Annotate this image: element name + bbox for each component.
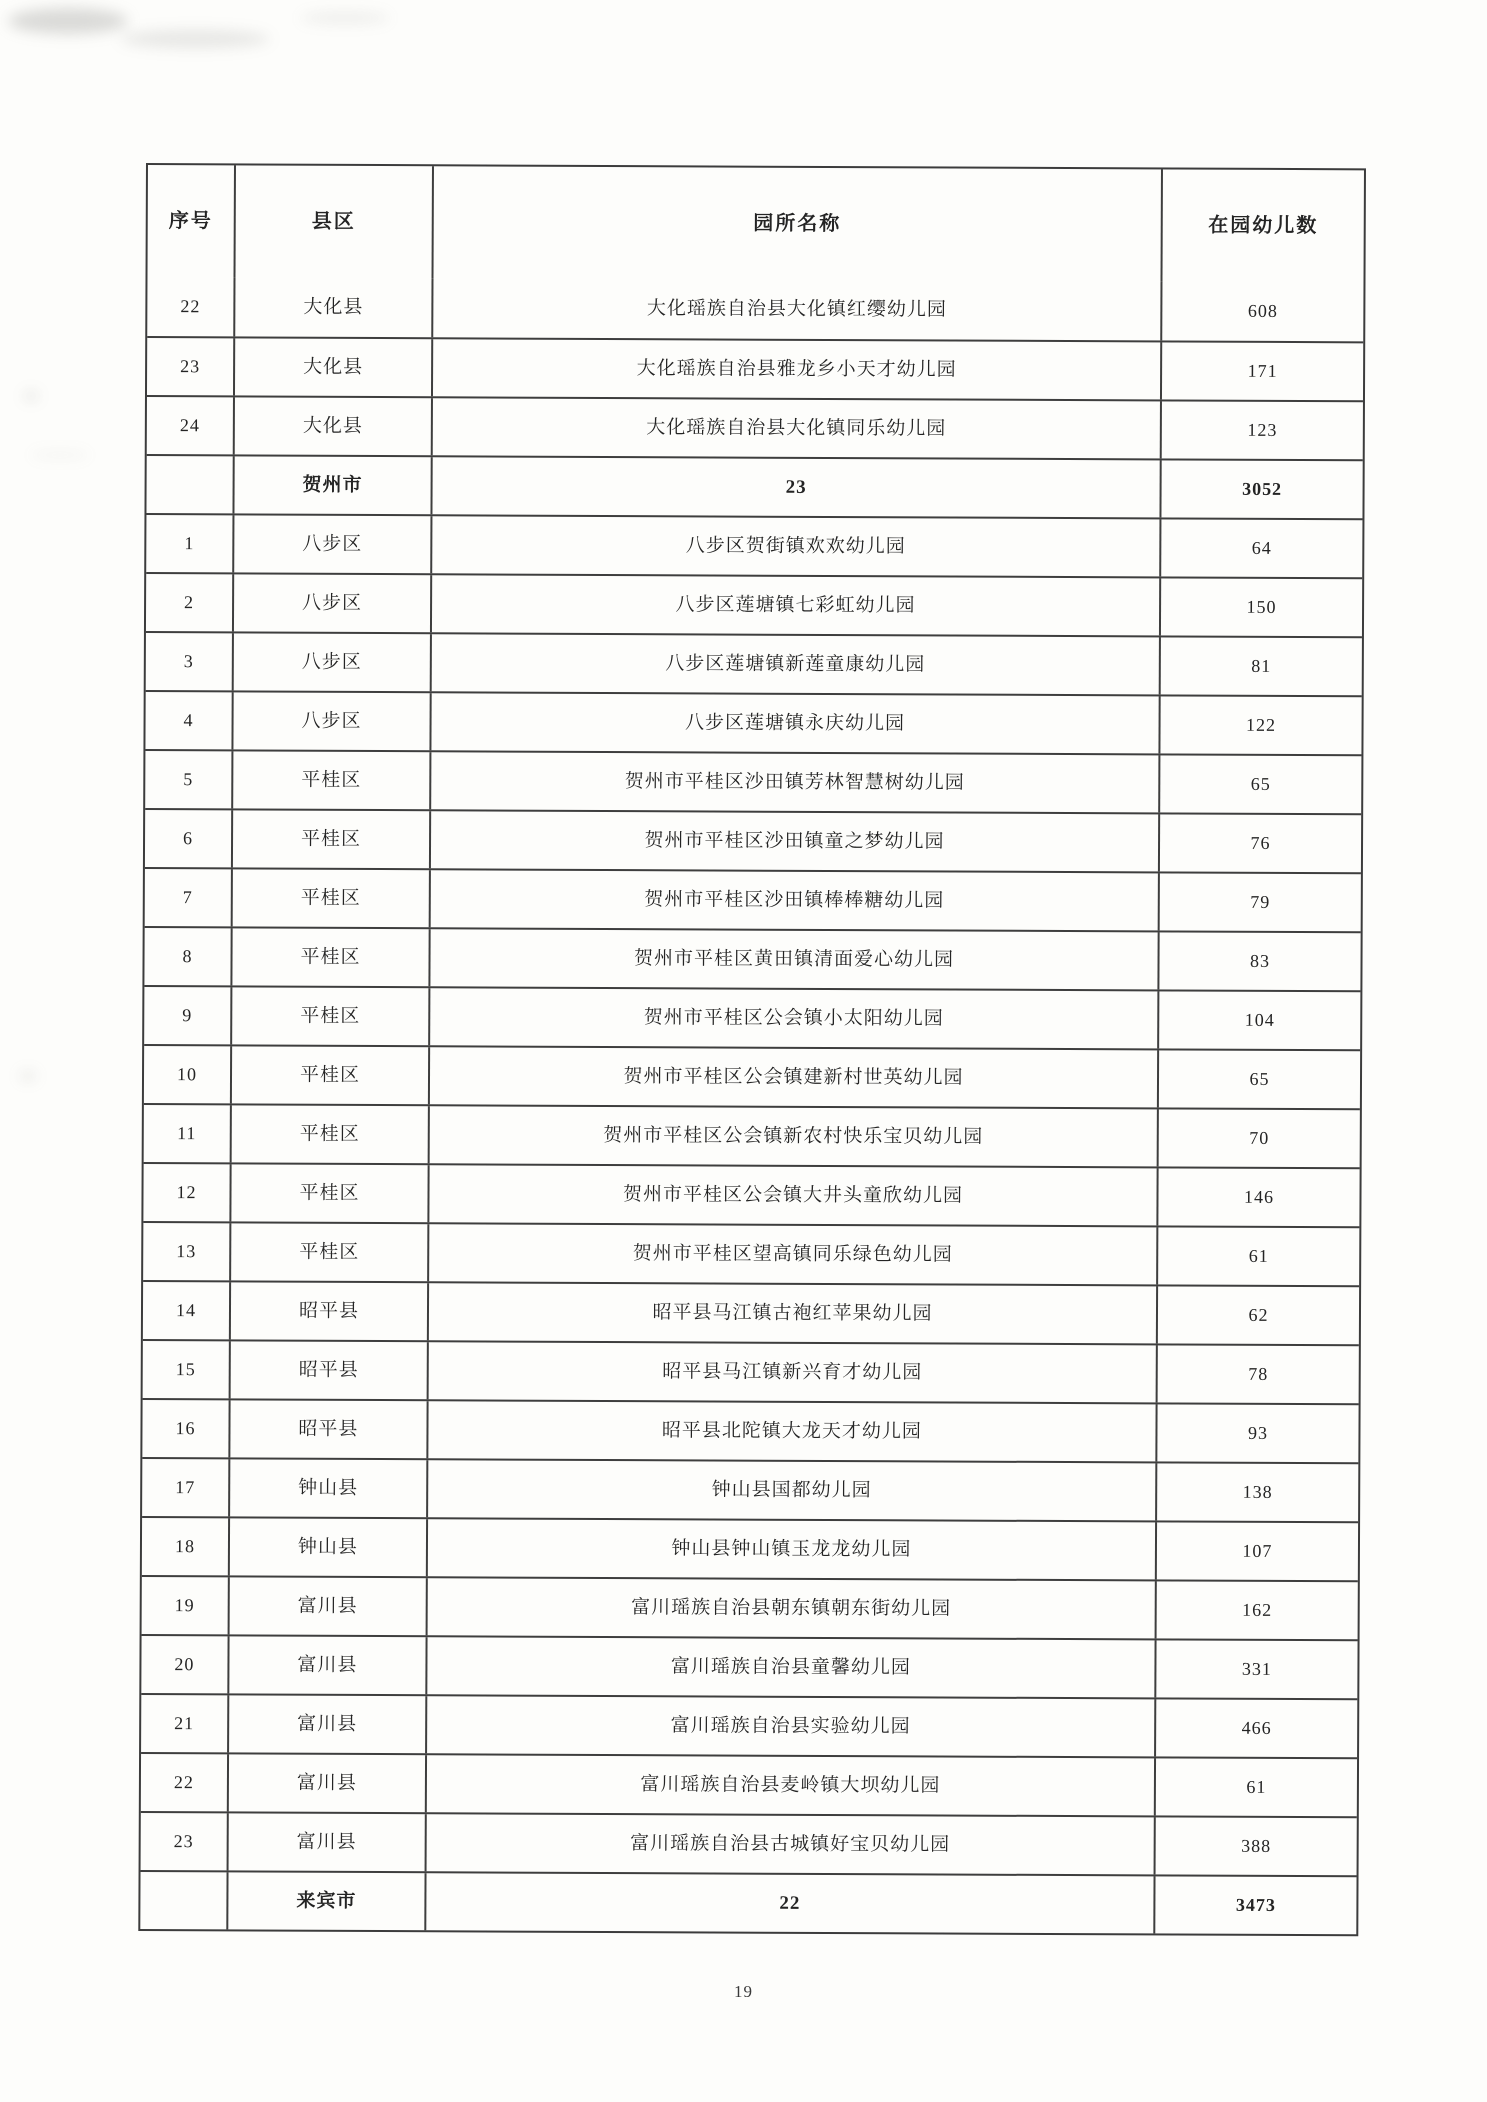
table-row: [142, 1575, 1358, 1639]
table-row: [141, 1693, 1357, 1757]
cell-county-district: 平桂区: [231, 869, 429, 927]
cell-serial-number: 2: [184, 592, 195, 613]
table-row: [141, 1634, 1357, 1698]
cell-enrolled-children-count: 107: [1155, 1522, 1358, 1580]
cell-enrolled-children-count: 150: [1159, 578, 1362, 636]
cell-kindergarten-name: 富川瑶族自治县实验幼儿园: [425, 1696, 1154, 1756]
table-row: [141, 1811, 1357, 1875]
cell-kindergarten-name: 大化瑶族自治县大化镇红缨幼儿园: [431, 278, 1160, 340]
cell-kindergarten-name: 贺州市平桂区沙田镇童之梦幼儿园: [429, 811, 1158, 871]
table-row: [141, 1752, 1357, 1816]
cell-enrolled-children-count: 81: [1159, 637, 1362, 695]
table-row: [146, 513, 1362, 577]
cell-kindergarten-name: 富川瑶族自治县朝东镇朝东街幼儿园: [426, 1578, 1155, 1638]
cell-county-district: 富川县: [227, 1636, 425, 1694]
cell-serial-number: 6: [183, 828, 194, 849]
cell-county-district: 平桂区: [231, 810, 429, 868]
header-serial-number: 序号: [168, 209, 213, 232]
cell-kindergarten-name: 贺州市平桂区公会镇大井头童欣幼儿园: [427, 1165, 1156, 1225]
cell-enrolled-children-count: 62: [1156, 1286, 1359, 1344]
table-row: [144, 1044, 1360, 1108]
cell-county-district: 大化县: [233, 338, 431, 396]
cell-kindergarten-name: 贺州市平桂区黄田镇清面爱心幼儿园: [428, 929, 1157, 989]
cell-serial-number: 12: [176, 1182, 197, 1203]
table-row: [142, 1516, 1358, 1580]
table-row: [145, 749, 1361, 813]
cell-serial-number: 10: [176, 1064, 198, 1085]
cell-serial-number: 15: [175, 1359, 196, 1380]
cell-enrolled-children-count: 3473: [1153, 1876, 1356, 1934]
table-row: [147, 336, 1363, 400]
cell-county-district: 平桂区: [230, 987, 428, 1045]
table-row: [143, 1221, 1359, 1285]
cell-enrolled-children-count: 64: [1159, 519, 1362, 577]
cell-kindergarten-name: 贺州市平桂区公会镇小太阳幼儿园: [428, 988, 1157, 1048]
table-row: [146, 631, 1362, 695]
cell-enrolled-children-count: 388: [1154, 1817, 1357, 1875]
cell-serial-number: 22: [180, 296, 201, 317]
cell-kindergarten-name: 大化瑶族自治县大化镇同乐幼儿园: [431, 398, 1160, 458]
table-row: [145, 867, 1361, 931]
cell-serial-number: 9: [182, 1005, 193, 1026]
kindergarten-enrollment-table: [138, 163, 1366, 1936]
cell-kindergarten-name: 贺州市平桂区公会镇新农村快乐宝贝幼儿园: [428, 1106, 1157, 1166]
table-row: [143, 1339, 1359, 1403]
cell-enrolled-children-count: 70: [1157, 1109, 1360, 1167]
cell-kindergarten-name: 昭平县北陀镇大龙天才幼儿园: [426, 1401, 1155, 1461]
cell-enrolled-children-count: 61: [1154, 1758, 1357, 1816]
table-row: [147, 395, 1363, 459]
cell-serial-number: 5: [183, 769, 194, 790]
table-header-row: [148, 165, 1364, 282]
cell-serial-number: 19: [174, 1595, 195, 1616]
cell-enrolled-children-count: 104: [1157, 991, 1360, 1049]
table-row: [142, 1457, 1358, 1521]
cell-enrolled-children-count: 466: [1154, 1699, 1357, 1757]
cell-serial-number: [146, 456, 232, 513]
cell-enrolled-children-count: 79: [1158, 873, 1361, 931]
table-row: [145, 690, 1361, 754]
cell-kindergarten-name: 八步区莲塘镇永庆幼儿园: [429, 693, 1158, 753]
cell-enrolled-children-count: 65: [1158, 755, 1361, 813]
scan-smudge: [24, 392, 38, 400]
cell-kindergarten-name: 贺州市平桂区沙田镇棒棒糖幼儿园: [429, 870, 1158, 930]
cell-serial-number: 17: [175, 1477, 196, 1498]
cell-serial-number: 3: [183, 651, 194, 672]
cell-county-district: 富川县: [228, 1577, 426, 1635]
cell-enrolled-children-count: 171: [1160, 342, 1363, 400]
cell-county-district: 钟山县: [228, 1459, 426, 1517]
cell-kindergarten-name: 富川瑶族自治县麦岭镇大坝幼儿园: [425, 1755, 1154, 1815]
page-number: 19: [734, 1982, 753, 2001]
table-row: [143, 1280, 1359, 1344]
cell-enrolled-children-count: 138: [1155, 1463, 1358, 1521]
cell-kindergarten-name: 钟山县国都幼儿园: [426, 1460, 1155, 1520]
cell-enrolled-children-count: 162: [1155, 1581, 1358, 1639]
cell-county-district: 富川县: [227, 1754, 425, 1812]
cell-county-district: 平桂区: [229, 1223, 427, 1281]
table-row: [145, 808, 1361, 872]
scan-smudge: [30, 452, 90, 458]
cell-kindergarten-name: 大化瑶族自治县雅龙乡小天才幼儿园: [431, 339, 1160, 399]
table-row: [144, 926, 1360, 990]
cell-kindergarten-name: 贺州市平桂区公会镇建新村世英幼儿园: [428, 1047, 1157, 1107]
cell-kindergarten-name: 23: [430, 457, 1159, 517]
cell-serial-number: 1: [184, 533, 195, 554]
scan-smudge: [300, 12, 390, 24]
scan-smudge: [8, 8, 128, 34]
cell-county-district: 大化县: [233, 277, 431, 337]
cell-serial-number: 11: [177, 1123, 197, 1144]
cell-county-district: 平桂区: [230, 1046, 428, 1104]
cell-county-district: 昭平县: [228, 1400, 426, 1458]
cell-kindergarten-name: 贺州市平桂区沙田镇芳林智慧树幼儿园: [429, 752, 1158, 812]
cell-county-district: 钟山县: [228, 1518, 426, 1576]
cell-serial-number: 13: [176, 1241, 197, 1262]
header-kindergarten-name: 园所名称: [431, 166, 1160, 281]
cell-enrolled-children-count: 76: [1158, 814, 1361, 872]
cell-serial-number: 20: [174, 1654, 195, 1675]
table-row: [144, 985, 1360, 1049]
cell-enrolled-children-count: 608: [1160, 281, 1363, 341]
cell-county-district: 八步区: [232, 574, 430, 632]
cell-serial-number: 21: [174, 1713, 195, 1734]
cell-kindergarten-name: 八步区贺街镇欢欢幼儿园: [430, 516, 1159, 576]
cell-kindergarten-name: 富川瑶族自治县古城镇好宝贝幼儿园: [425, 1814, 1154, 1874]
cell-county-district: 平桂区: [230, 1105, 428, 1163]
scan-smudge: [20, 1072, 36, 1080]
table-row: [142, 1398, 1358, 1462]
cell-serial-number: 22: [173, 1772, 194, 1793]
cell-enrolled-children-count: 123: [1160, 401, 1363, 459]
cell-serial-number: 18: [174, 1536, 196, 1557]
cell-kindergarten-name: 富川瑶族自治县童馨幼儿园: [425, 1637, 1154, 1697]
cell-serial-number: 8: [182, 946, 193, 967]
cell-county-district: 贺州市: [232, 456, 430, 514]
cell-kindergarten-name: 八步区莲塘镇七彩虹幼儿园: [430, 575, 1159, 635]
cell-serial-number: 7: [182, 887, 193, 908]
table-row: [147, 277, 1363, 341]
cell-county-district: 平桂区: [229, 1164, 427, 1222]
header-county-district: 县区: [234, 165, 432, 278]
table-row: [146, 454, 1362, 518]
cell-kindergarten-name: 昭平县马江镇古袍红苹果幼儿园: [427, 1283, 1156, 1343]
cell-serial-number: 16: [175, 1418, 196, 1439]
cell-kindergarten-name: 贺州市平桂区望高镇同乐绿色幼儿园: [427, 1224, 1156, 1284]
cell-enrolled-children-count: 61: [1156, 1227, 1359, 1285]
cell-county-district: 大化县: [233, 397, 431, 455]
cell-enrolled-children-count: 93: [1155, 1404, 1358, 1462]
cell-enrolled-children-count: 65: [1157, 1050, 1360, 1108]
cell-serial-number: [140, 1872, 226, 1929]
cell-county-district: 富川县: [227, 1813, 425, 1871]
cell-county-district: 来宾市: [226, 1872, 424, 1930]
cell-kindergarten-name: 昭平县马江镇新兴育才幼儿园: [427, 1342, 1156, 1402]
cell-serial-number: 24: [179, 415, 200, 436]
cell-county-district: 八步区: [232, 515, 430, 573]
cell-county-district: 昭平县: [229, 1341, 427, 1399]
cell-enrolled-children-count: 83: [1157, 932, 1360, 990]
header-enrolled-children-count: 在园幼儿数: [1160, 169, 1363, 282]
cell-county-district: 平桂区: [230, 928, 428, 986]
cell-county-district: 八步区: [232, 633, 430, 691]
scan-smudge: [120, 30, 270, 48]
cell-kindergarten-name: 八步区莲塘镇新莲童康幼儿园: [430, 634, 1159, 694]
cell-enrolled-children-count: 122: [1158, 696, 1361, 754]
cell-enrolled-children-count: 331: [1154, 1640, 1357, 1698]
cell-county-district: 富川县: [227, 1695, 425, 1753]
table-row: [143, 1162, 1359, 1226]
cell-county-district: 平桂区: [231, 751, 429, 809]
cell-serial-number: 4: [183, 710, 194, 731]
cell-county-district: 八步区: [231, 692, 429, 750]
cell-enrolled-children-count: 78: [1156, 1345, 1359, 1403]
cell-enrolled-children-count: 3052: [1159, 460, 1362, 518]
cell-county-district: 昭平县: [229, 1282, 427, 1340]
cell-serial-number: 14: [175, 1300, 197, 1321]
table-row: [140, 1870, 1356, 1934]
cell-serial-number: 23: [180, 356, 201, 377]
cell-kindergarten-name: 22: [424, 1873, 1153, 1933]
table-body: [140, 277, 1363, 1934]
table-row: [144, 1103, 1360, 1167]
cell-serial-number: 23: [173, 1831, 194, 1852]
cell-enrolled-children-count: 146: [1156, 1168, 1359, 1226]
cell-kindergarten-name: 钟山县钟山镇玉龙龙幼儿园: [426, 1519, 1155, 1579]
table-row: [146, 572, 1362, 636]
